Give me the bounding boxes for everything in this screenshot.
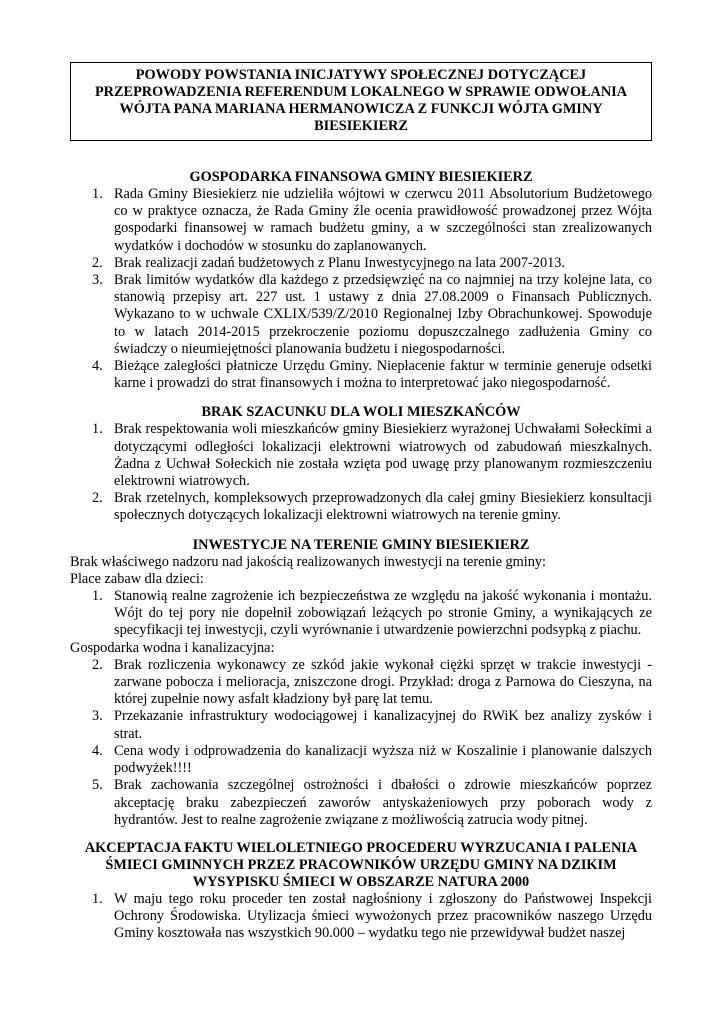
- residents-list: [70, 421, 652, 524]
- section-heading-finance: GOSPODARKA FINANSOWA GMINY BIESIEKIERZ: [189, 169, 533, 185]
- document-page: [70, 62, 652, 943]
- list-item: 1. W maju tego roku proceder ten został nagłośniony i zgłoszony do Państwowej Inspekcji Ochrony Środowiska. Utylizacja śmieci wywożonych przez pracowników naszego Urzędu Gminy kosztowała nas wszystkich 90.000 – wydatku tego nie przewidywał budżet naszej: [92, 890, 652, 942]
- title-box: [70, 62, 652, 141]
- list-item: 2. Brak rozliczenia wykonawcy ze szkód jakie wykonał ciężki sprzęt w trakcie inwestycji - zarwane pobocza i melioracja, zniszczone drogi. Przykład: droga z Parnowa do Cieszyna, na której zupełnie nowy asfalt kładziony był parę lat temu.: [92, 656, 652, 708]
- heading-line: WYSYPISKU ŚMIECI W OBSZARZE NATURA 2000: [192, 873, 530, 890]
- finance-list: [70, 186, 652, 392]
- title-line: PRZEPROWADZENIA REFERENDUM LOKALNEGO W SPRAWIE ODWOŁANIA: [94, 84, 628, 100]
- investments-intro: Brak właściwego nadzoru nad jakością realizowanych inwestycji na terenie gminy:: [70, 553, 546, 570]
- list-item: 3. Brak limitów wydatków dla każdego z przedsięwzięć na co najmniej na trzy kolejne lata, co stanowią przepisy art. 227 ust. 1 ustawy z dnia 27.08.2009 o Finansach Publicznych. Wykazano to w uchwale CXLIX/539/Z/2010 Regionalnej Izby Obrachunkowej. Spowoduje to w latach 2014-2015 przekroczenie poziomu dopuszczalnego zadłużenia Gminy co świadczy o nieumiejętności planowania budżetu i niegospodarności.: [92, 272, 652, 357]
- playgrounds-list: [70, 588, 652, 640]
- list-item: 4. Bieżące zaległości płatnicze Urzędu Gminy. Niepłacenie faktur w terminie generuje odsetki karne i prowadzi do strat finansowych i można to interpretować jako niegospodarność.: [92, 358, 652, 392]
- list-item: 5. Brak zachowania szczególnej ostrożności i dbałości o zdrowie mieszkańców poprzez akceptację braku zabezpieczeń zaworów antyskażeniowych przy poborach wody z hydrantów. Jest to realne zagrożenie związane z możliwością zatrucia wody pitnej.: [92, 777, 652, 828]
- heading-line: ŚMIECI GMINNYCH PRZEZ PRACOWNIKÓW URZĘDU GMINY NA DZIKIM: [105, 856, 617, 873]
- section-heading-investments: INWESTYCJE NA TERENIE GMINY BIESIEKIERZ: [192, 536, 530, 553]
- playgrounds-subheading: Place zabaw dla dzieci:: [70, 570, 204, 587]
- section-heading-waste: [70, 840, 652, 891]
- title-line: WÓJTA PANA MARIANA HERMANOWICZA Z FUNKCJI WÓJTA GMINY: [119, 101, 603, 117]
- water-list: [70, 657, 652, 829]
- section-heading-residents: BRAK SZACUNKU DLA WOLI MIESZKAŃCÓW: [201, 404, 521, 421]
- list-item: 3. Przekazanie infrastruktury wodociągowej i kanalizacyjnej do RWiK bez analizy zysków i strat.: [92, 708, 652, 742]
- title-line: BIESIEKIERZ: [314, 118, 408, 134]
- heading-line: AKCEPTACJA FAKTU WIELOLETNIEGO PROCEDERU WYRZUCANIA I PALENIA: [84, 839, 638, 856]
- list-item: 1. Stanowią realne zagrożenie ich bezpieczeństwa ze względu na jakość wykonania i montażu. Wójt do tej pory nie dopełnił zobowiązań leżących po stronie Gminy, a wynikających ze specyfikacji tej inwestycji, czyli wyrównanie i utwardzenie powierzchni podsypką z piachu.: [92, 588, 652, 639]
- list-item: 1. Brak respektowania woli mieszkańców gminy Biesiekierz wyrażonej Uchwałami Sołeckimi a dotyczącymi odległości lokalizacji elektrowni wiatrowych od zabudowań mieszkalnych. Żadna z Uchwał Sołeckich nie została wzięta pod uwagę przy planowanym rozmieszczeniu elektrowni wiatrowych.: [92, 421, 652, 490]
- list-item: 2. Brak rzetelnych, kompleksowych przeprowadzonych dla całej gminy Biesiekierz konsultacji społecznych dotyczących lokalizacji elektrowni wiatrowych na terenie gminy.: [92, 490, 652, 524]
- waste-list: [70, 891, 652, 943]
- list-item: 2. Brak realizacji zadań budżetowych z Planu Inwestycyjnego na lata 2007-2013.: [92, 254, 565, 271]
- title-line: POWODY POWSTANIA INICJATYWY SPOŁECZNEJ DOTYCZĄCEJ: [135, 67, 587, 83]
- water-subheading: Gospodarka wodna i kanalizacyjna:: [70, 639, 275, 656]
- list-item: 4. Cena wody i odprowadzenia do kanalizacji wyższa niż w Koszalinie i planowanie dalszych podwyżek!!!!: [92, 742, 652, 777]
- list-item: 1. Rada Gminy Biesiekierz nie udzieliła wójtowi w czerwcu 2011 Absolutorium Budżetowego co w praktyce oznacza, że Rada Gminy źle ocenia prawidłowość prowadzonej przez Wójta gospodarki finansowej w ramach budżetu gminy, a w szczególności stan zrealizowanych wydatków i dochodów w stosunku do zaplanowanych.: [92, 186, 652, 254]
